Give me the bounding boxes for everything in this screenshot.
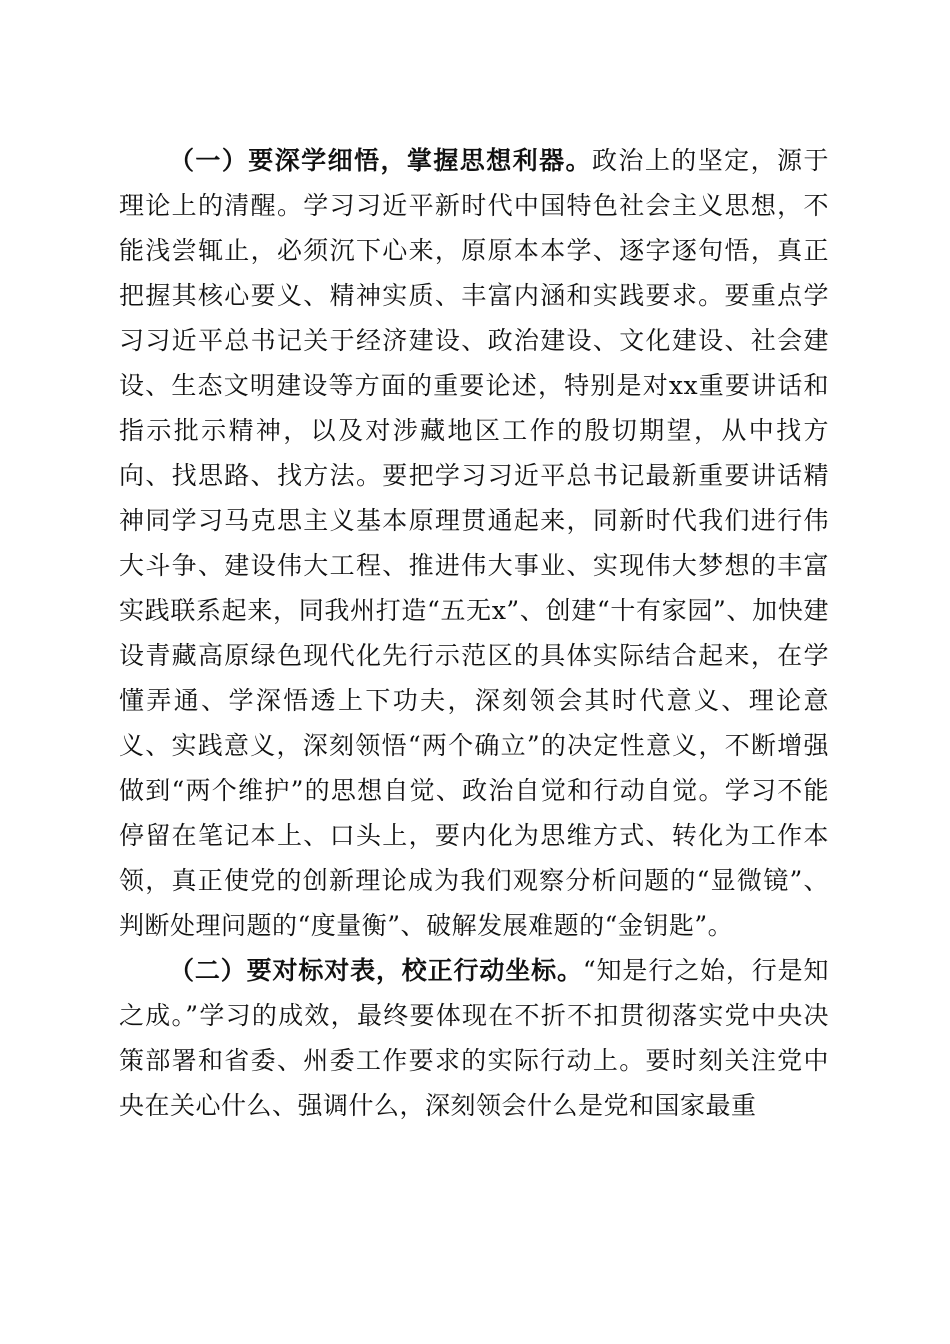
paragraph-2-heading: （二）要对标对表，校正行动坐标。 bbox=[169, 956, 583, 985]
paragraph-2 bbox=[119, 948, 829, 1128]
paragraph-2-body: “知是行之始，行是知之成。”学习的成效，最终要体现在不折不扣贯彻落实党中央决策部署和省委、州委工作要求的实际行动上。要时刻关注党中央在关心什么、强调什么，深刻领会什么是党和国家最重 bbox=[119, 956, 829, 1120]
paragraph-1-body: 政治上的坚定，源于理论上的清醒。学习习近平新时代中国特色社会主义思想，不能浅尝辄止，必须沉下心来，原原本本学、逐字逐句悟，真正把握其核心要义、精神实质、丰富内涵和实践要求。要重点学习习近平总书记关于经济建设、政治建设、文化建设、社会建设、生态文明建设等方面的重要论述，特别是对xx重要讲话和指示批示精神，以及对涉藏地区工作的殷切期望，从中找方向、找思路、找方法。要把学习习近平总书记最新重要讲话精神同学习马克思主义基本原理贯通起来，同新时代我们进行伟大斗争、建设伟大工程、推进伟大事业、实现伟大梦想的丰富实践联系起来，同我州打造“五无x”、创建“十有家园”、加快建设青藏高原绿色现代化先行示范区的具体实际结合起来，在学懂弄通、学深悟透上下功夫，深刻领会其时代意义、理论意义、实践意义，深刻领悟“两个确立”的决定性意义，不断增强做到“两个维护”的思想自觉、政治自觉和行动自觉。学习不能停留在笔记本上、口头上，要内化为思维方式、转化为工作本领，真正使党的创新理论成为我们观察分析问题的“显微镜”、判断处理问题的“度量衡”、破解发展难题的“金钥匙”。 bbox=[119, 146, 829, 940]
document-body bbox=[119, 138, 829, 1128]
paragraph-1-heading: （一）要深学细悟，掌握思想利器。 bbox=[169, 146, 592, 175]
paragraph-1 bbox=[119, 138, 829, 948]
